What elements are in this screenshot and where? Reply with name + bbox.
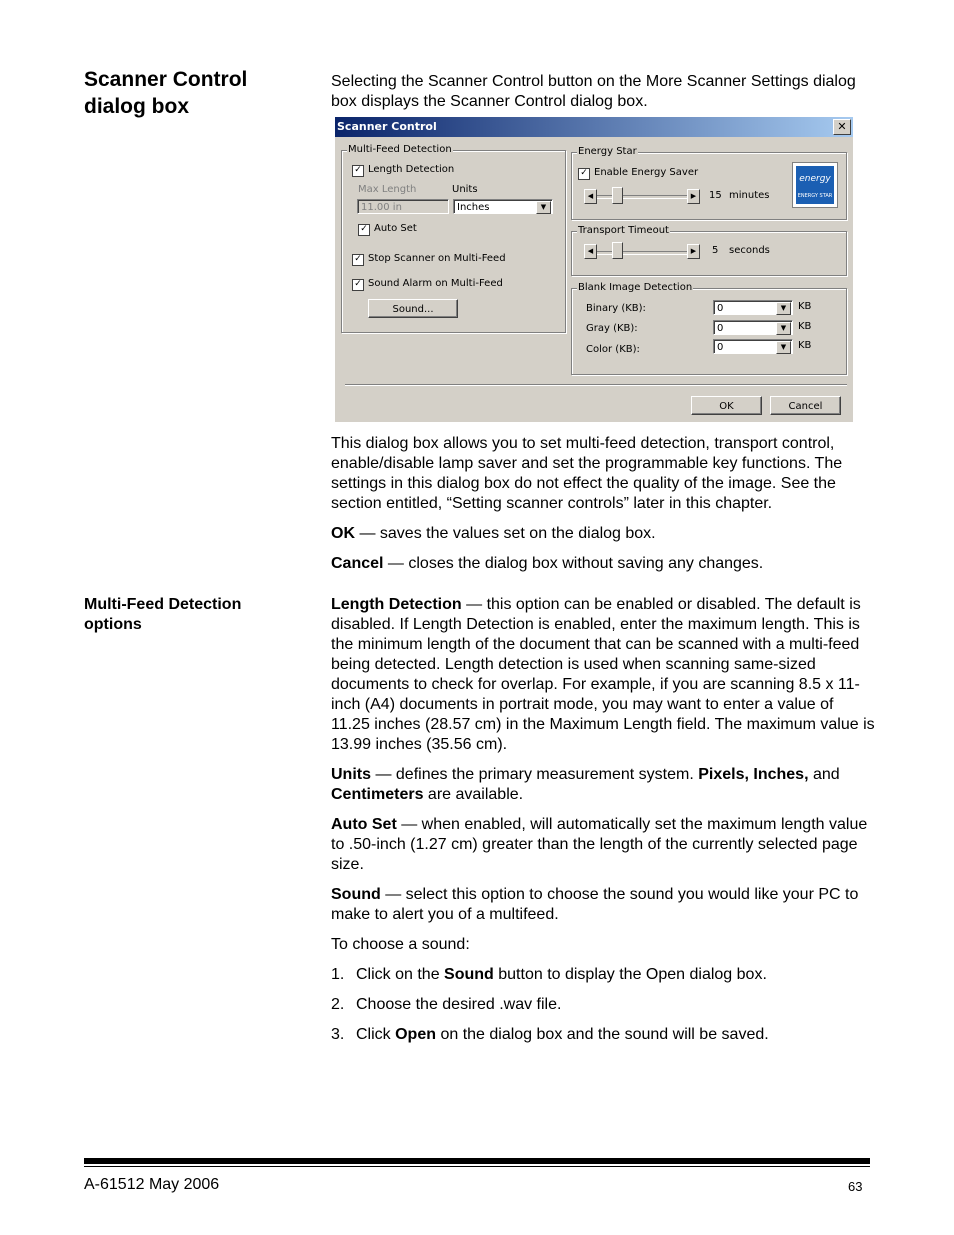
stop-scanner-label: Stop Scanner on Multi-Feed (368, 253, 506, 264)
description-paragraph: This dialog box allows you to set multi-feed detection, transport control, enable/disable lamp saver and set the programmable key functions. The settings in this dialog box do not effect the quality of the image. See the section entitled, “Setting scanner controls” later in this chapter. (331, 435, 843, 512)
cancel-button[interactable]: Cancel (770, 396, 841, 415)
step-3 (331, 1025, 876, 1045)
units-and: and (808, 766, 840, 783)
binary-label: Binary (KB): (586, 303, 646, 314)
length-detection-description (331, 595, 876, 755)
ok-button[interactable]: OK (691, 396, 762, 415)
energy-star-group (571, 146, 847, 220)
page-title (84, 66, 314, 120)
description-block (331, 434, 876, 574)
energy-value: 15 (709, 190, 722, 201)
units-options: Pixels, Inches, (698, 766, 809, 783)
step-1 (331, 965, 876, 985)
transport-slider-track (584, 251, 698, 255)
chevron-down-icon[interactable]: ▼ (776, 302, 791, 315)
units-desc: — defines the primary measurement system. (371, 766, 699, 783)
logo-subtext: ENERGY STAR (797, 193, 833, 199)
color-unit: KB (798, 340, 812, 351)
footer-doc-id: A-61512 May 2006 (84, 1176, 220, 1193)
enable-energy-saver-label: Enable Energy Saver (594, 167, 699, 178)
slider-right-icon[interactable]: ▶ (687, 244, 700, 259)
autoset-description (331, 815, 876, 875)
auto-set-checkbox[interactable]: ✓ (358, 224, 370, 236)
chevron-down-icon[interactable]: ▼ (776, 322, 791, 335)
section-heading-line-2: options (84, 616, 142, 633)
slider-left-icon[interactable]: ◀ (584, 189, 597, 204)
energy-unit: minutes (729, 190, 770, 201)
footer-rule-thin (84, 1166, 870, 1167)
length-desc: — this option can be enabled or disabled. The default is disabled. If Length Detection is enabled, enter the maximum length. This is the minimum length of the document that can be scanned with a multi-feed being detected. Length detection is used when scanning same-sized documents to check for overlap. For example, if you are scanning 8.5 x 11-inch (A4) documents in portrait mode, you may want to enter a value of 11.25 inches (28.57 cm) in the Maximum Length field. The maximum value is 13.99 inches (35.56 cm). (331, 596, 875, 753)
color-label: Color (KB): (586, 344, 640, 355)
gray-unit: KB (798, 321, 812, 332)
auto-set-label: Auto Set (374, 223, 417, 234)
intro-text: Selecting the Scanner Control button on the More Scanner Settings dialog box displays the Scanner Control dialog box. (331, 73, 856, 110)
sound-alarm-checkbox[interactable]: ✓ (352, 279, 364, 291)
page-number: 63 (848, 1179, 863, 1194)
multifeed-options-block (331, 595, 876, 1045)
energy-star-logo (792, 162, 838, 208)
color-value: 0 (717, 342, 724, 353)
dialog-title: Scanner Control (337, 120, 437, 133)
blank-image-group (571, 282, 847, 375)
dialog-separator (345, 384, 847, 386)
chevron-down-icon[interactable]: ▼ (776, 341, 791, 354)
energy-slider-thumb[interactable] (612, 187, 623, 204)
close-icon[interactable]: ✕ (833, 119, 851, 135)
ok-term: OK (331, 525, 355, 542)
step-3-text-c: on the dialog box and the sound will be saved. (436, 1026, 769, 1043)
title-line-2: dialog box (84, 95, 189, 118)
section-heading-line-1: Multi-Feed Detection (84, 596, 242, 613)
logo-text: energy (799, 174, 831, 184)
scanner-control-dialog (335, 117, 853, 422)
max-length-field[interactable]: 11.00 in (357, 199, 449, 214)
ok-description (331, 524, 876, 544)
step-3-text-b: Open (395, 1026, 436, 1043)
step-1-text-a: Click on the (356, 966, 445, 983)
binary-unit: KB (798, 301, 812, 312)
sound-desc: — select this option to choose the sound you would like your PC to make to alert you of a multifeed. (331, 886, 859, 923)
dialog-titlebar (335, 117, 853, 137)
enable-energy-saver-checkbox[interactable]: ✓ (578, 168, 590, 180)
intro-paragraph (331, 72, 876, 112)
slider-left-icon[interactable]: ◀ (584, 244, 597, 259)
units-select[interactable] (453, 199, 553, 214)
gray-value: 0 (717, 323, 724, 334)
sound-term: Sound (331, 886, 381, 903)
units-term: Units (331, 766, 371, 783)
section-heading (84, 595, 314, 635)
step-3-text-a: Click (356, 1026, 396, 1043)
binary-value: 0 (717, 303, 724, 314)
units-end: are available. (423, 786, 524, 803)
color-field[interactable] (713, 339, 793, 354)
energy-star-legend: Energy Star (578, 146, 637, 157)
units-cm: Centimeters (331, 786, 424, 803)
step-1-number: 1. (331, 966, 345, 983)
transport-legend: Transport Timeout (578, 225, 669, 236)
units-value: Inches (457, 202, 490, 213)
max-length-label: Max Length (358, 184, 417, 195)
chevron-down-icon[interactable]: ▼ (536, 201, 551, 214)
units-description (331, 765, 876, 805)
length-detection-checkbox[interactable]: ✓ (352, 165, 364, 177)
title-line-1: Scanner Control (84, 68, 248, 91)
energy-slider-track (584, 195, 698, 199)
units-label: Units (452, 184, 478, 195)
cancel-desc: — closes the dialog box without saving any changes. (383, 555, 764, 572)
step-2 (331, 995, 876, 1015)
transport-value: 5 (712, 245, 719, 256)
step-2-number: 2. (331, 996, 345, 1013)
sound-description (331, 885, 876, 925)
transport-slider-thumb[interactable] (612, 242, 623, 259)
multifeed-group (341, 144, 566, 333)
cancel-term: Cancel (331, 555, 384, 572)
length-term: Length Detection (331, 596, 462, 613)
choose-sound-intro: To choose a sound: (331, 936, 470, 953)
stop-scanner-checkbox[interactable]: ✓ (352, 254, 364, 266)
autoset-desc: — when enabled, will automatically set the maximum length value to .50-inch (1.27 cm) greater than the length of the currently selected page size. (331, 816, 868, 873)
slider-right-icon[interactable]: ▶ (687, 189, 700, 204)
autoset-term: Auto Set (331, 816, 397, 833)
multifeed-legend: Multi-Feed Detection (348, 144, 452, 155)
footer-rule (84, 1158, 870, 1164)
transport-unit: seconds (729, 245, 770, 256)
step-1-text-c: button to display the Open dialog box. (493, 966, 767, 983)
blank-image-legend: Blank Image Detection (578, 282, 693, 293)
cancel-description (331, 554, 876, 574)
sound-button[interactable]: Sound... (368, 299, 458, 318)
step-2-text: Choose the desired .wav file. (356, 996, 562, 1013)
gray-label: Gray (KB): (586, 323, 638, 334)
sound-alarm-label: Sound Alarm on Multi-Feed (368, 278, 503, 289)
step-1-text-b: Sound (444, 966, 494, 983)
binary-field[interactable] (713, 300, 793, 315)
step-3-number: 3. (331, 1026, 345, 1043)
gray-field[interactable] (713, 320, 793, 335)
length-detection-label: Length Detection (368, 164, 455, 175)
ok-desc: — saves the values set on the dialog box. (355, 525, 656, 542)
energy-star-logo-badge (796, 166, 834, 204)
transport-group (571, 225, 847, 276)
